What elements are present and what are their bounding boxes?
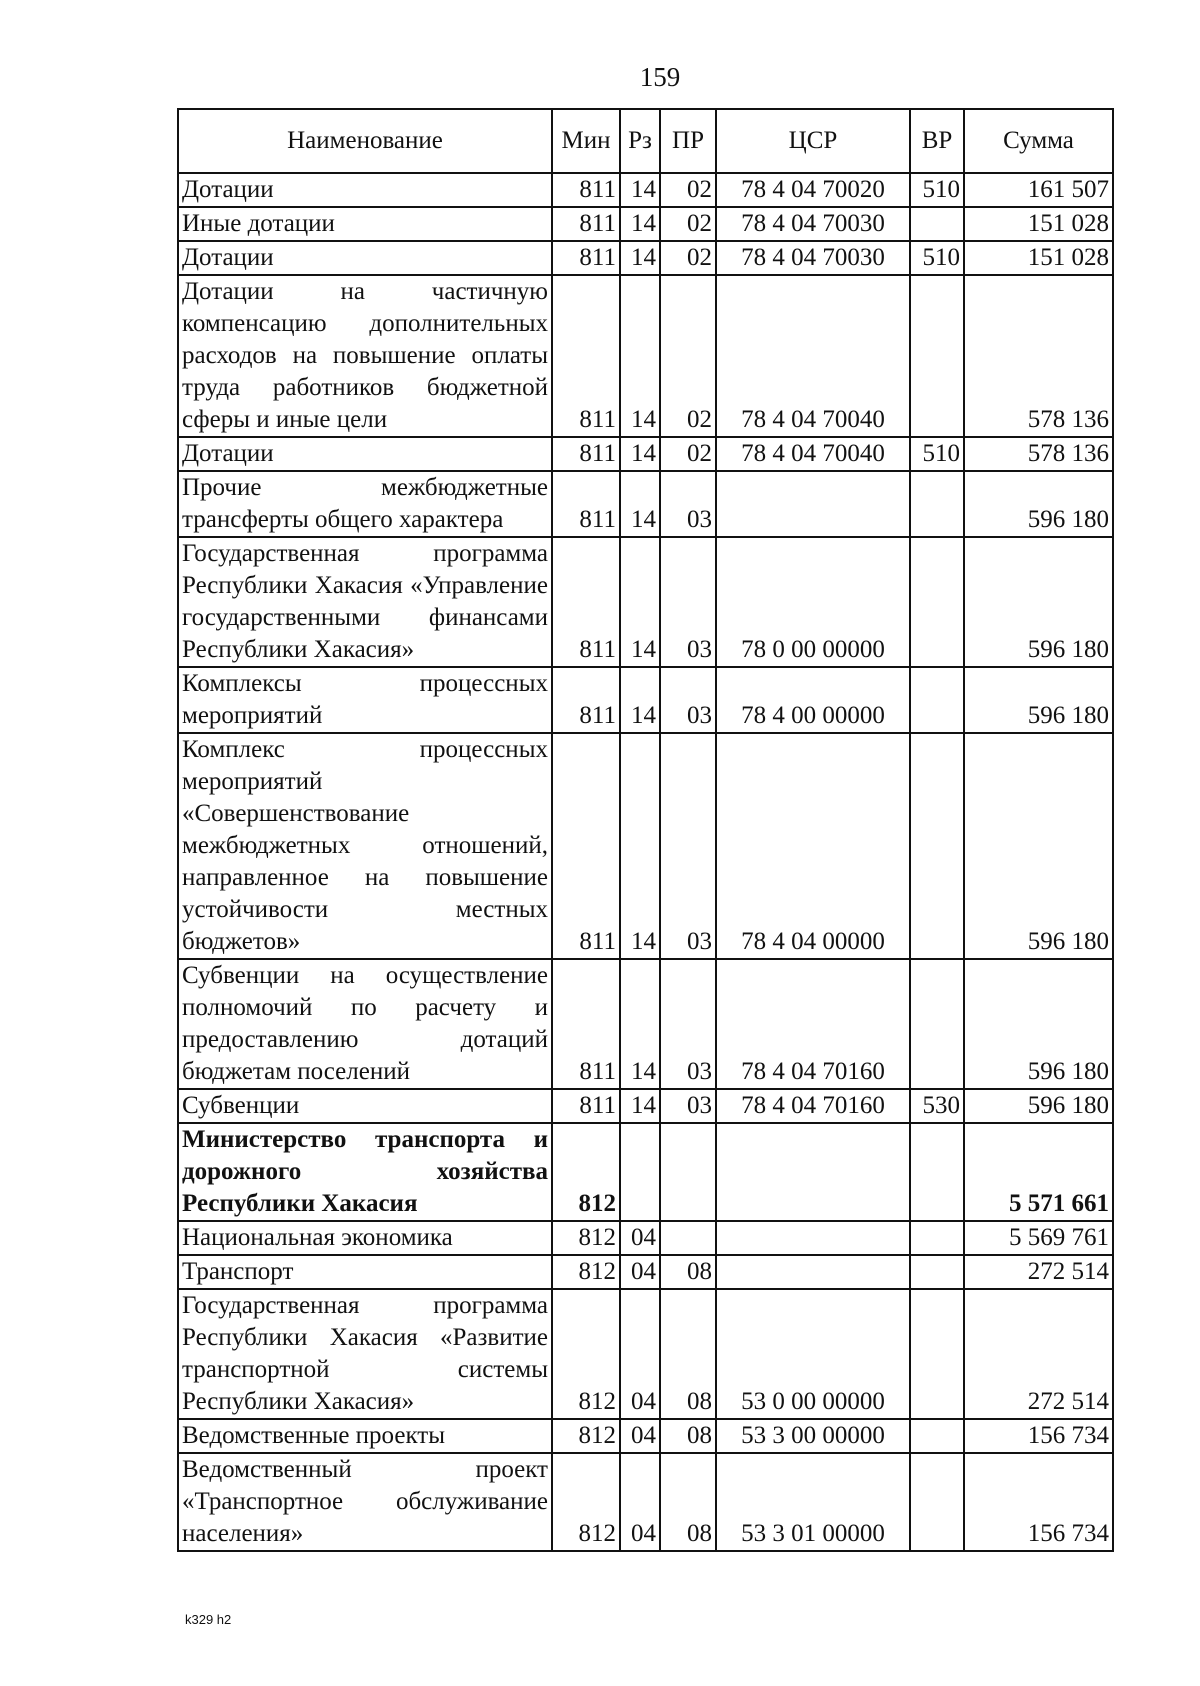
row-csr	[716, 471, 910, 537]
row-name: Государственная программа Республики Хакасия «Развитие транспортной системы Республики Хакасия»	[178, 1289, 552, 1419]
table-row	[178, 173, 1113, 207]
row-name: Прочие межбюджетные трансферты общего характера	[178, 471, 552, 537]
row-vr	[910, 471, 964, 537]
table-row	[178, 537, 1113, 667]
row-pr: 08	[660, 1255, 716, 1289]
row-rz: 14	[620, 667, 660, 733]
table-row	[178, 241, 1113, 275]
row-min: 811	[552, 241, 620, 275]
row-vr: 530	[910, 1089, 964, 1123]
table-row	[178, 471, 1113, 537]
row-name: Комплексы процессных мероприятий	[178, 667, 552, 733]
row-sum: 272 514	[964, 1289, 1113, 1419]
row-csr: 78 4 04 70040	[716, 437, 910, 471]
row-vr	[910, 1123, 964, 1221]
row-rz: 14	[620, 275, 660, 437]
row-pr: 02	[660, 173, 716, 207]
row-min: 811	[552, 275, 620, 437]
row-sum: 578 136	[964, 437, 1113, 471]
row-pr: 08	[660, 1419, 716, 1453]
row-sum: 596 180	[964, 959, 1113, 1089]
table-header-row	[178, 109, 1113, 173]
row-rz: 04	[620, 1255, 660, 1289]
row-pr: 03	[660, 471, 716, 537]
row-sum: 272 514	[964, 1255, 1113, 1289]
row-min: 811	[552, 959, 620, 1089]
row-rz: 14	[620, 437, 660, 471]
row-pr	[660, 1123, 716, 1221]
row-vr	[910, 207, 964, 241]
row-sum: 156 734	[964, 1453, 1113, 1551]
row-name: Дотации на частичную компенсацию дополнительных расходов на повышение оплаты труда работников бюджетной сферы и иные цели	[178, 275, 552, 437]
row-csr: 78 4 04 70040	[716, 275, 910, 437]
row-min: 811	[552, 207, 620, 241]
row-pr: 03	[660, 1089, 716, 1123]
row-csr	[716, 1255, 910, 1289]
row-name: Государственная программа Республики Хакасия «Управление государственными финансами Республики Хакасия»	[178, 537, 552, 667]
row-name: Субвенции на осуществление полномочий по расчету и предоставлению дотаций бюджетам поселений	[178, 959, 552, 1089]
row-csr: 53 0 00 00000	[716, 1289, 910, 1419]
row-name: Субвенции	[178, 1089, 552, 1123]
row-min: 811	[552, 667, 620, 733]
row-csr: 78 4 00 00000	[716, 667, 910, 733]
row-min: 811	[552, 537, 620, 667]
row-csr: 78 4 04 70020	[716, 173, 910, 207]
table-row	[178, 667, 1113, 733]
row-rz	[620, 1123, 660, 1221]
row-csr	[716, 1221, 910, 1255]
row-sum: 151 028	[964, 241, 1113, 275]
row-name: Ведомственный проект «Транспортное обслуживание населения»	[178, 1453, 552, 1551]
row-rz: 14	[620, 733, 660, 959]
row-vr	[910, 959, 964, 1089]
header-csr: ЦСР	[716, 109, 910, 173]
row-csr	[716, 1123, 910, 1221]
header-vr: ВР	[910, 109, 964, 173]
row-sum: 5 569 761	[964, 1221, 1113, 1255]
row-name: Транспорт	[178, 1255, 552, 1289]
row-name: Дотации	[178, 173, 552, 207]
row-rz: 14	[620, 241, 660, 275]
page-number: 159	[639, 62, 681, 92]
row-rz: 04	[620, 1419, 660, 1453]
table-row	[178, 1419, 1113, 1453]
row-name: Иные дотации	[178, 207, 552, 241]
row-name: Министерство транспорта и дорожного хозяйства Республики Хакасия	[178, 1123, 552, 1221]
table-row	[178, 1453, 1113, 1551]
row-sum: 151 028	[964, 207, 1113, 241]
row-csr: 78 4 04 70030	[716, 241, 910, 275]
row-pr	[660, 1221, 716, 1255]
row-sum: 596 180	[964, 537, 1113, 667]
row-sum: 596 180	[964, 667, 1113, 733]
row-pr: 02	[660, 275, 716, 437]
table-row	[178, 275, 1113, 437]
row-csr: 53 3 01 00000	[716, 1453, 910, 1551]
row-pr: 03	[660, 537, 716, 667]
row-sum: 596 180	[964, 733, 1113, 959]
row-vr	[910, 1255, 964, 1289]
row-vr	[910, 1453, 964, 1551]
row-vr	[910, 1289, 964, 1419]
row-rz: 14	[620, 959, 660, 1089]
row-rz: 14	[620, 537, 660, 667]
row-rz: 14	[620, 1089, 660, 1123]
row-name: Национальная экономика	[178, 1221, 552, 1255]
row-min: 812	[552, 1453, 620, 1551]
row-pr: 02	[660, 241, 716, 275]
row-min: 812	[552, 1289, 620, 1419]
header-name: Наименование	[178, 109, 552, 173]
table-row	[178, 1123, 1113, 1221]
row-name: Ведомственные проекты	[178, 1419, 552, 1453]
row-pr: 03	[660, 733, 716, 959]
row-sum: 578 136	[964, 275, 1113, 437]
row-sum: 156 734	[964, 1419, 1113, 1453]
header-sum: Сумма	[964, 109, 1113, 173]
row-csr: 78 4 04 00000	[716, 733, 910, 959]
table-row	[178, 1089, 1113, 1123]
row-vr	[910, 1419, 964, 1453]
footer-code: k329 h2	[185, 1612, 232, 1627]
row-sum: 596 180	[964, 1089, 1113, 1123]
row-sum: 596 180	[964, 471, 1113, 537]
row-min: 812	[552, 1419, 620, 1453]
header-min: Мин	[552, 109, 620, 173]
row-vr: 510	[910, 173, 964, 207]
row-vr	[910, 667, 964, 733]
row-min: 811	[552, 1089, 620, 1123]
row-vr: 510	[910, 241, 964, 275]
row-min: 811	[552, 471, 620, 537]
table-row	[178, 1255, 1113, 1289]
row-rz: 14	[620, 173, 660, 207]
table-row	[178, 207, 1113, 241]
row-vr	[910, 275, 964, 437]
row-csr: 78 4 04 70160	[716, 959, 910, 1089]
table-row	[178, 733, 1113, 959]
header-rz: Рз	[620, 109, 660, 173]
row-rz: 04	[620, 1453, 660, 1551]
row-vr	[910, 537, 964, 667]
row-pr: 03	[660, 667, 716, 733]
row-rz: 14	[620, 207, 660, 241]
row-name: Дотации	[178, 241, 552, 275]
row-csr: 78 4 04 70160	[716, 1089, 910, 1123]
row-sum: 5 571 661	[964, 1123, 1113, 1221]
row-min: 811	[552, 733, 620, 959]
row-csr: 78 4 04 70030	[716, 207, 910, 241]
table-body	[178, 173, 1113, 1551]
table-row	[178, 1221, 1113, 1255]
row-name: Дотации	[178, 437, 552, 471]
budget-table	[177, 108, 1114, 1552]
row-min: 812	[552, 1255, 620, 1289]
row-name: Комплекс процессных мероприятий «Совершенствование межбюджетных отношений, направленное на повышение устойчивости местных бюджетов»	[178, 733, 552, 959]
table-row	[178, 437, 1113, 471]
row-rz: 04	[620, 1289, 660, 1419]
row-vr	[910, 733, 964, 959]
row-min: 812	[552, 1221, 620, 1255]
row-rz: 14	[620, 471, 660, 537]
header-pr: ПР	[660, 109, 716, 173]
row-min: 812	[552, 1123, 620, 1221]
row-pr: 02	[660, 207, 716, 241]
row-min: 811	[552, 437, 620, 471]
row-rz: 04	[620, 1221, 660, 1255]
row-sum: 161 507	[964, 173, 1113, 207]
row-csr: 53 3 00 00000	[716, 1419, 910, 1453]
table-row	[178, 959, 1113, 1089]
row-min: 811	[552, 173, 620, 207]
table-row	[178, 1289, 1113, 1419]
row-pr: 02	[660, 437, 716, 471]
row-pr: 08	[660, 1289, 716, 1419]
row-vr: 510	[910, 437, 964, 471]
row-pr: 08	[660, 1453, 716, 1551]
row-csr: 78 0 00 00000	[716, 537, 910, 667]
row-pr: 03	[660, 959, 716, 1089]
row-vr	[910, 1221, 964, 1255]
